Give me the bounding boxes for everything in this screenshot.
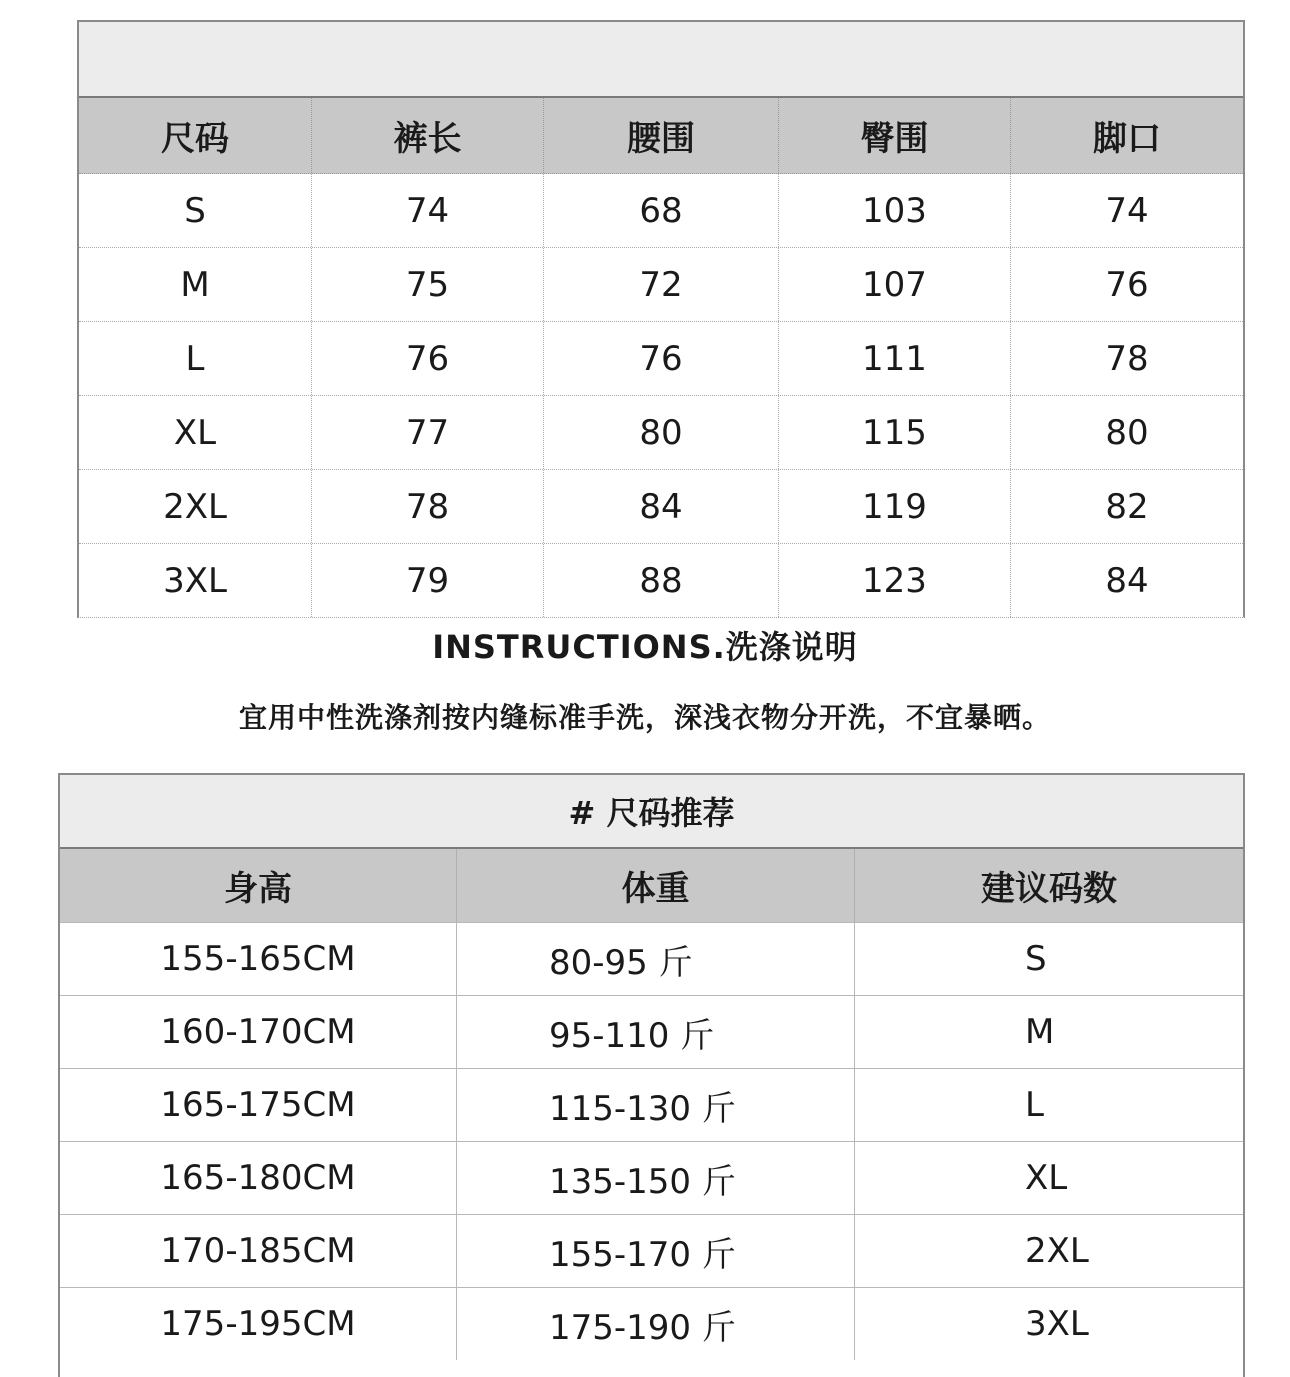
header-height: 身高 (60, 849, 457, 922)
cell-weight: 95-110 斤 (457, 996, 855, 1068)
table-row (60, 1141, 1243, 1214)
cell-suggested-size: 3XL (1025, 1304, 1089, 1344)
cell-pants-length: 76 (312, 322, 544, 395)
table-row (60, 1214, 1243, 1287)
cell-suggested-size: L (1025, 1085, 1044, 1125)
cell-height: 170-185CM (60, 1215, 457, 1287)
cell-height: 165-180CM (60, 1142, 457, 1214)
size-chart-title-bar (79, 22, 1243, 98)
cell-waist: 68 (544, 174, 779, 247)
cell-pants-length: 78 (312, 470, 544, 543)
cell-height: 165-175CM (60, 1069, 457, 1141)
cell-size: 2XL (79, 470, 312, 543)
table-row (60, 1287, 1243, 1360)
table-row (60, 922, 1243, 995)
instructions-title: INSTRUCTIONS.洗涤说明 (432, 628, 858, 666)
cell-weight: 115-130 斤 (457, 1069, 855, 1141)
cell-pants-length: 77 (312, 396, 544, 469)
table-row (79, 174, 1243, 248)
size-chart-table (77, 20, 1245, 618)
cell-pants-length: 75 (312, 248, 544, 321)
cell-height: 175-195CM (60, 1288, 457, 1360)
header-weight: 体重 (457, 849, 855, 922)
cell-leg-opening: 80 (1105, 412, 1149, 453)
table-row (60, 995, 1243, 1068)
table-row (79, 248, 1243, 322)
recommendation-title: # 尺码推荐 (60, 775, 1243, 849)
cell-hip: 123 (779, 544, 1011, 617)
table-row (79, 322, 1243, 396)
cell-leg-opening: 84 (1105, 560, 1149, 601)
table-row (79, 396, 1243, 470)
header-suggested-size: 建议码数 (981, 869, 1117, 909)
cell-suggested-size: M (1025, 1012, 1055, 1052)
cell-weight: 175-190 斤 (457, 1288, 855, 1360)
cell-suggested-size: S (1025, 939, 1047, 979)
cell-hip: 103 (779, 174, 1011, 247)
size-recommendation-table (58, 773, 1245, 1377)
cell-waist: 76 (544, 322, 779, 395)
cell-leg-opening: 74 (1105, 190, 1149, 231)
cell-suggested-size: XL (1025, 1158, 1068, 1198)
cell-size: S (79, 174, 312, 247)
cell-suggested-size: 2XL (1025, 1231, 1089, 1271)
cell-hip: 119 (779, 470, 1011, 543)
cell-hip: 115 (779, 396, 1011, 469)
cell-waist: 72 (544, 248, 779, 321)
cell-size: 3XL (79, 544, 312, 617)
table-row (60, 1068, 1243, 1141)
cell-height: 160-170CM (60, 996, 457, 1068)
table-row (79, 544, 1243, 617)
header-leg-opening: 脚口 (1093, 119, 1161, 159)
header-size: 尺码 (79, 98, 312, 173)
cell-leg-opening: 78 (1105, 338, 1149, 379)
cell-height: 155-165CM (60, 923, 457, 995)
size-chart-header-row (79, 98, 1243, 174)
cell-waist: 84 (544, 470, 779, 543)
cell-size: M (79, 248, 312, 321)
cell-pants-length: 74 (312, 174, 544, 247)
cell-hip: 107 (779, 248, 1011, 321)
table-row (79, 470, 1243, 544)
cell-weight: 135-150 斤 (457, 1142, 855, 1214)
instructions-text: 宜用中性洗涤剂按内缝标准手洗，深浅衣物分开洗，不宜暴晒。 (238, 701, 1051, 734)
cell-pants-length: 79 (312, 544, 544, 617)
cell-hip: 111 (779, 322, 1011, 395)
cell-leg-opening: 82 (1105, 486, 1149, 527)
header-waist: 腰围 (544, 98, 779, 173)
cell-waist: 80 (544, 396, 779, 469)
cell-weight: 80-95 斤 (457, 923, 855, 995)
cell-weight: 155-170 斤 (457, 1215, 855, 1287)
cell-size: L (79, 322, 312, 395)
cell-leg-opening: 76 (1105, 264, 1149, 305)
header-hip: 臀围 (779, 98, 1011, 173)
header-pants-length: 裤长 (312, 98, 544, 173)
recommendation-header-row (60, 849, 1243, 922)
cell-size: XL (79, 396, 312, 469)
cell-waist: 88 (544, 544, 779, 617)
